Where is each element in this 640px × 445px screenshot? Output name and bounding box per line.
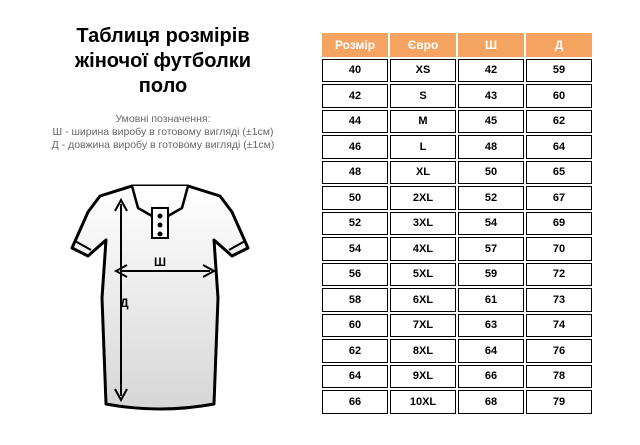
polo-shirt-icon <box>60 178 260 428</box>
cell-size: 54 <box>322 237 388 261</box>
table-row <box>322 365 592 389</box>
cell-size: 44 <box>322 110 388 134</box>
cell-width: 43 <box>458 84 524 108</box>
cell-length: 65 <box>526 161 592 185</box>
cell-euro: XL <box>390 161 456 185</box>
cell-width: 68 <box>458 390 524 414</box>
cell-width: 59 <box>458 263 524 287</box>
header-length: Д <box>526 33 592 57</box>
cell-length: 73 <box>526 288 592 312</box>
cell-width: 61 <box>458 288 524 312</box>
cell-size: 58 <box>322 288 388 312</box>
cell-length: 76 <box>526 339 592 363</box>
cell-euro: 8XL <box>390 339 456 363</box>
table-row <box>322 314 592 338</box>
cell-euro: 9XL <box>390 365 456 389</box>
legend-length-note: Д - довжина виробу в готовому вигляді (±1см) <box>51 139 275 151</box>
cell-size: 60 <box>322 314 388 338</box>
cell-width: 52 <box>458 186 524 210</box>
table-row <box>322 186 592 210</box>
table-row <box>322 110 592 134</box>
length-label: Д <box>120 296 129 310</box>
title-line-3: поло <box>138 75 188 97</box>
table-row <box>322 59 592 83</box>
cell-length: 78 <box>526 365 592 389</box>
cell-length: 72 <box>526 263 592 287</box>
cell-width: 54 <box>458 212 524 236</box>
table-row <box>322 263 592 287</box>
cell-size: 40 <box>322 59 388 83</box>
cell-width: 42 <box>458 59 524 83</box>
table-row <box>322 84 592 108</box>
cell-size: 46 <box>322 135 388 159</box>
legend <box>20 113 306 152</box>
table-row <box>322 339 592 363</box>
cell-euro: 10XL <box>390 390 456 414</box>
cell-width: 63 <box>458 314 524 338</box>
cell-length: 79 <box>526 390 592 414</box>
cell-length: 70 <box>526 237 592 261</box>
cell-euro: L <box>390 135 456 159</box>
table-row <box>322 212 592 236</box>
width-label: Ш <box>154 255 167 269</box>
cell-width: 50 <box>458 161 524 185</box>
header-size: Розмір <box>322 33 388 57</box>
cell-size: 62 <box>322 339 388 363</box>
cell-width: 48 <box>458 135 524 159</box>
table-header-row <box>322 33 592 57</box>
cell-length: 69 <box>526 212 592 236</box>
cell-width: 66 <box>458 365 524 389</box>
cell-size: 52 <box>322 212 388 236</box>
table-row <box>322 135 592 159</box>
cell-euro: 5XL <box>390 263 456 287</box>
cell-euro: 2XL <box>390 186 456 210</box>
cell-length: 64 <box>526 135 592 159</box>
cell-length: 62 <box>526 110 592 134</box>
table-row <box>322 161 592 185</box>
cell-size: 50 <box>322 186 388 210</box>
cell-euro: 6XL <box>390 288 456 312</box>
cell-size: 42 <box>322 84 388 108</box>
title-line-2: жіночої футболки <box>74 50 252 72</box>
cell-size: 56 <box>322 263 388 287</box>
cell-width: 57 <box>458 237 524 261</box>
legend-heading: Умовні позначення: <box>115 113 211 125</box>
page-title <box>50 24 276 99</box>
polo-shirt-diagram <box>60 178 260 428</box>
cell-euro: XS <box>390 59 456 83</box>
cell-length: 60 <box>526 84 592 108</box>
cell-euro: S <box>390 84 456 108</box>
header-width: Ш <box>458 33 524 57</box>
table-row <box>322 390 592 414</box>
cell-width: 64 <box>458 339 524 363</box>
header-euro: Євро <box>390 33 456 57</box>
table-row <box>322 288 592 312</box>
cell-size: 64 <box>322 365 388 389</box>
size-table <box>320 31 594 416</box>
cell-euro: 4XL <box>390 237 456 261</box>
cell-euro: 3XL <box>390 212 456 236</box>
cell-euro: M <box>390 110 456 134</box>
cell-length: 59 <box>526 59 592 83</box>
table-row <box>322 237 592 261</box>
cell-length: 74 <box>526 314 592 338</box>
cell-size: 66 <box>322 390 388 414</box>
cell-size: 48 <box>322 161 388 185</box>
legend-width-note: Ш - ширина виробу в готовому вигляді (±1см) <box>52 126 274 138</box>
cell-width: 45 <box>458 110 524 134</box>
title-line-1: Таблиця розмірів <box>76 25 250 47</box>
cell-length: 67 <box>526 186 592 210</box>
cell-euro: 7XL <box>390 314 456 338</box>
